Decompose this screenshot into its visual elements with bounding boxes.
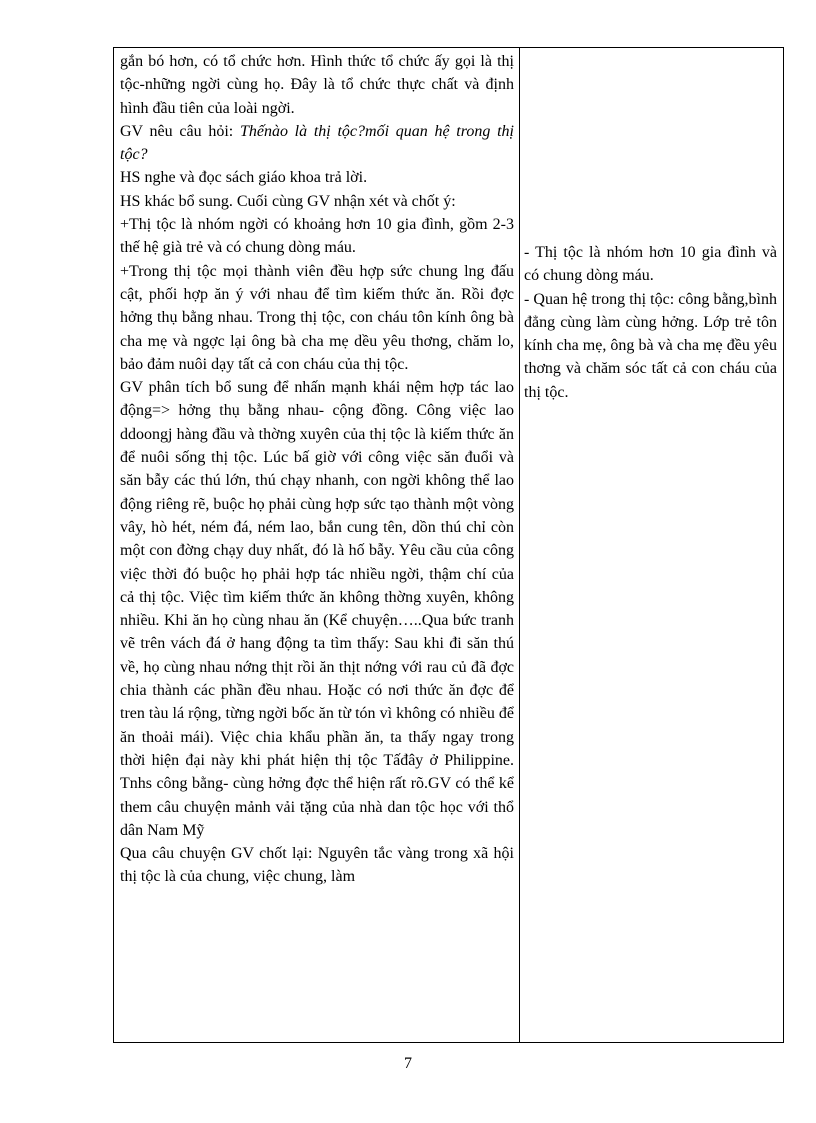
activity-column	[114, 48, 520, 1042]
paragraph-analysis: GV phân tích bổ sung để nhấn mạnh khái nệm hợp tác lao động=> hởng thụ bằng nhau- cộng đồng. Công việc lao ddoongj hàng đầu và thờng xuyên của thị tộc là kiếm thức ăn để nuôi sống thị tộc. Lúc bấ giờ với công việc săn đuổi và săn bẫy các thú lớn, thú chạy nhanh, con ngời không thể lao động riêng rẽ, buộc họ phải cùng hợp sức tạo thành một vòng vây, hò hét, ném đá, ném lao, bắn cung tên, dồn thú chỉ còn một con đờng chạy duy nhất, đó là hố bẫy. Yêu cầu của công việc thời đó buộc họ phải hợp tác nhiều ngời, thậm chí của cả thị tộc. Việc tìm kiếm thức ăn không thờng xuyên, không nhiều. Khi ăn họ cùng nhau ăn (Kể chuyện…..Qua bức tranh vẽ trên vách đá ở hang động ta tìm thấy: Sau khi đi săn thú về, họ cùng nhau nớng thịt rồi ăn thịt nớng với rau củ đã đợc chia thành các phần đều nhau. Hoặc có nơi thức ăn đợc để tren tàu lá rộng, từng ngời bốc ăn từ tón vì không có nhiều để ăn thoải mái). Việc chia khẩu phần ăn, ta thấy ngay trong thời hiện đại này khi phát hiện thị tộc Tấđây ở Philippine. Tnhs công bằng- cùng hởng đợc thể hiện rất rõ.GV có thể kể them câu chuyện mảnh vải tặng của nhà dan tộc học với thổ dân Nam Mỹ	[120, 379, 514, 839]
lesson-table	[113, 47, 784, 1043]
paragraph-student-answer: HS nghe và đọc sách giáo khoa trả lời.	[120, 169, 368, 187]
question-prefix: GV nêu câu hỏi:	[120, 122, 240, 140]
question-text: Thếnào là thị tộc?mối quan hệ trong thị tộc?	[120, 122, 515, 164]
note-relations: - Quan hệ trong thị tộc: công bằng,bình đẳng cùng làm cùng hởng. Lớp trẻ tôn kính cha mẹ, ông bà và cha mẹ đều yêu thơng và chăm sóc tất cả con cháu của thị tộc.	[524, 290, 777, 401]
paragraph-summary: Qua câu chuyện GV chốt lại: Nguyên tắc vàng trong xã hội thị tộc là của chung, việc chung, làm	[120, 845, 514, 886]
note-definition: - Thị tộc là nhóm hơn 10 gia đình và có chung dòng máu.	[524, 244, 777, 285]
page-number: 7	[404, 1055, 412, 1072]
content-column	[520, 48, 783, 1042]
spacer	[524, 48, 777, 241]
paragraph-definition: +Thị tộc là nhóm ngời có khoảng hơn 10 gia đình, gồm 2-3 thế hệ già trẻ và có chung dòng máu.	[120, 216, 514, 257]
paragraph-conclusion: HS khác bổ sung. Cuối cùng GV nhận xét và chốt ý:	[120, 192, 456, 210]
paragraph-intro: gắn bó hơn, có tổ chức hơn. Hình thức tổ chức ấy gọi là thị tộc-những ngời cùng họ. Đây là tổ chức thực chất và định hình đầu tiên của loài ngời.	[120, 53, 514, 117]
paragraph-teacher-question	[120, 120, 514, 167]
paragraph-relations: +Trong thị tộc mọi thành viên đều hợp sức chung lng đấu cật, phối hợp ăn ý với nhau để tìm kiếm thức ăn. Rồi đợc hởng thụ bằng nhau. Trong thị tộc, con cháu tôn kính ông bà cha mẹ và ngợc lại ông bà cha mẹ dều yêu thơng, chăm lo, bảo đảm nuôi dạy tất cả con cháu của thị tộc.	[120, 262, 514, 373]
